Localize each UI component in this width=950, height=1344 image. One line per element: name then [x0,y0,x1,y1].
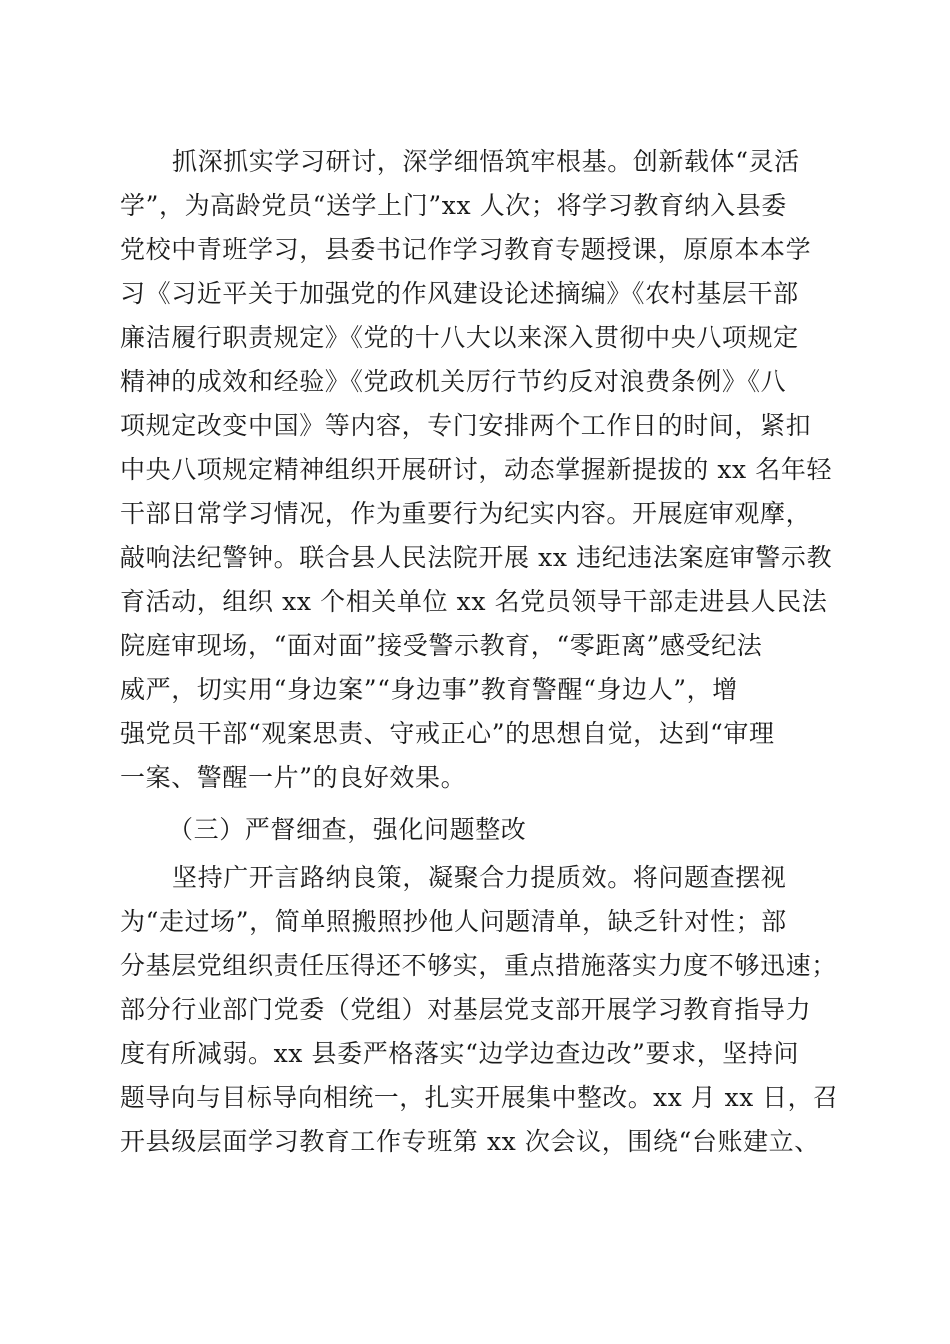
section-heading: （三）严督细查，强化问题整改 [168,815,527,844]
paragraph-line: 精神的成效和经验》《党政机关厉行节约反对浪费条例》《八 [120,367,787,396]
paragraph-line: 题导向与目标导向相统一，扎实开展集中整改。xx 月 xx 日，召 [120,1083,839,1112]
paragraph-line: 项规定改变中国》等内容，专门安排两个工作日的时间，紧扣 [120,411,812,440]
paragraph-line: 习《习近平关于加强党的作风建设论述摘编》《农村基层干部 [120,279,799,308]
paragraph-line: 一案、警醒一片”的良好效果。 [120,763,467,792]
paragraph-line: 敲响法纪警钟。联合县人民法院开展 xx 违纪违法案庭审警示教 [120,543,833,572]
paragraph-line: 部分行业部门党委（党组）对基层党支部开展学习教育指导力 [120,995,812,1024]
paragraph-line: 度有所减弱。xx 县委严格落实“边学边查边改”要求，坚持问 [120,1039,800,1068]
paragraph-line: 为“走过场”，简单照搬照抄他人问题清单，缺乏针对性；部 [120,907,787,936]
paragraph-line: 中央八项规定精神组织开展研讨，动态掌握新提拔的 xx 名年轻 [120,455,833,484]
paragraph-line: 抓深抓实学习研讨，深学细悟筑牢根基。创新载体“灵活 [172,147,800,176]
paragraph-line: 分基层党组织责任压得还不够实，重点措施落实力度不够迅速； [120,951,837,980]
paragraph-problem-rectification [120,856,839,1166]
paragraph-line: 党校中青班学习，县委书记作学习教育专题授课，原原本本学 [120,235,812,264]
paragraph-line: 坚持广开言路纳良策，凝聚合力提质效。将问题查摆视 [172,863,787,892]
paragraph-line: 学”，为高龄党员“送学上门”xx 人次；将学习教育纳入县委 [120,191,787,220]
paragraph-study-discussion [120,140,833,800]
paragraph-line: 育活动，组织 xx 个相关单位 xx 名党员领导干部走进县人民法 [120,587,828,616]
section-heading-wrapper [120,808,830,852]
paragraph-line: 开县级层面学习教育工作专班第 xx 次会议，围绕“台账建立、 [120,1127,820,1156]
paragraph-line: 院庭审现场，“面对面”接受警示教育，“零距离”感受纪法 [120,631,763,660]
paragraph-line: 廉洁履行职责规定》《党的十八大以来深入贯彻中央八项规定 [120,323,799,352]
paragraph-line: 威严，切实用“身边案”“身边事”教育警醒“身边人”，增 [120,675,738,704]
paragraph-line: 干部日常学习情况，作为重要行为纪实内容。开展庭审观摩， [120,499,812,528]
paragraph-line: 强党员干部“观案思责、守戒正心”的思想自觉，达到“审理 [120,719,775,748]
